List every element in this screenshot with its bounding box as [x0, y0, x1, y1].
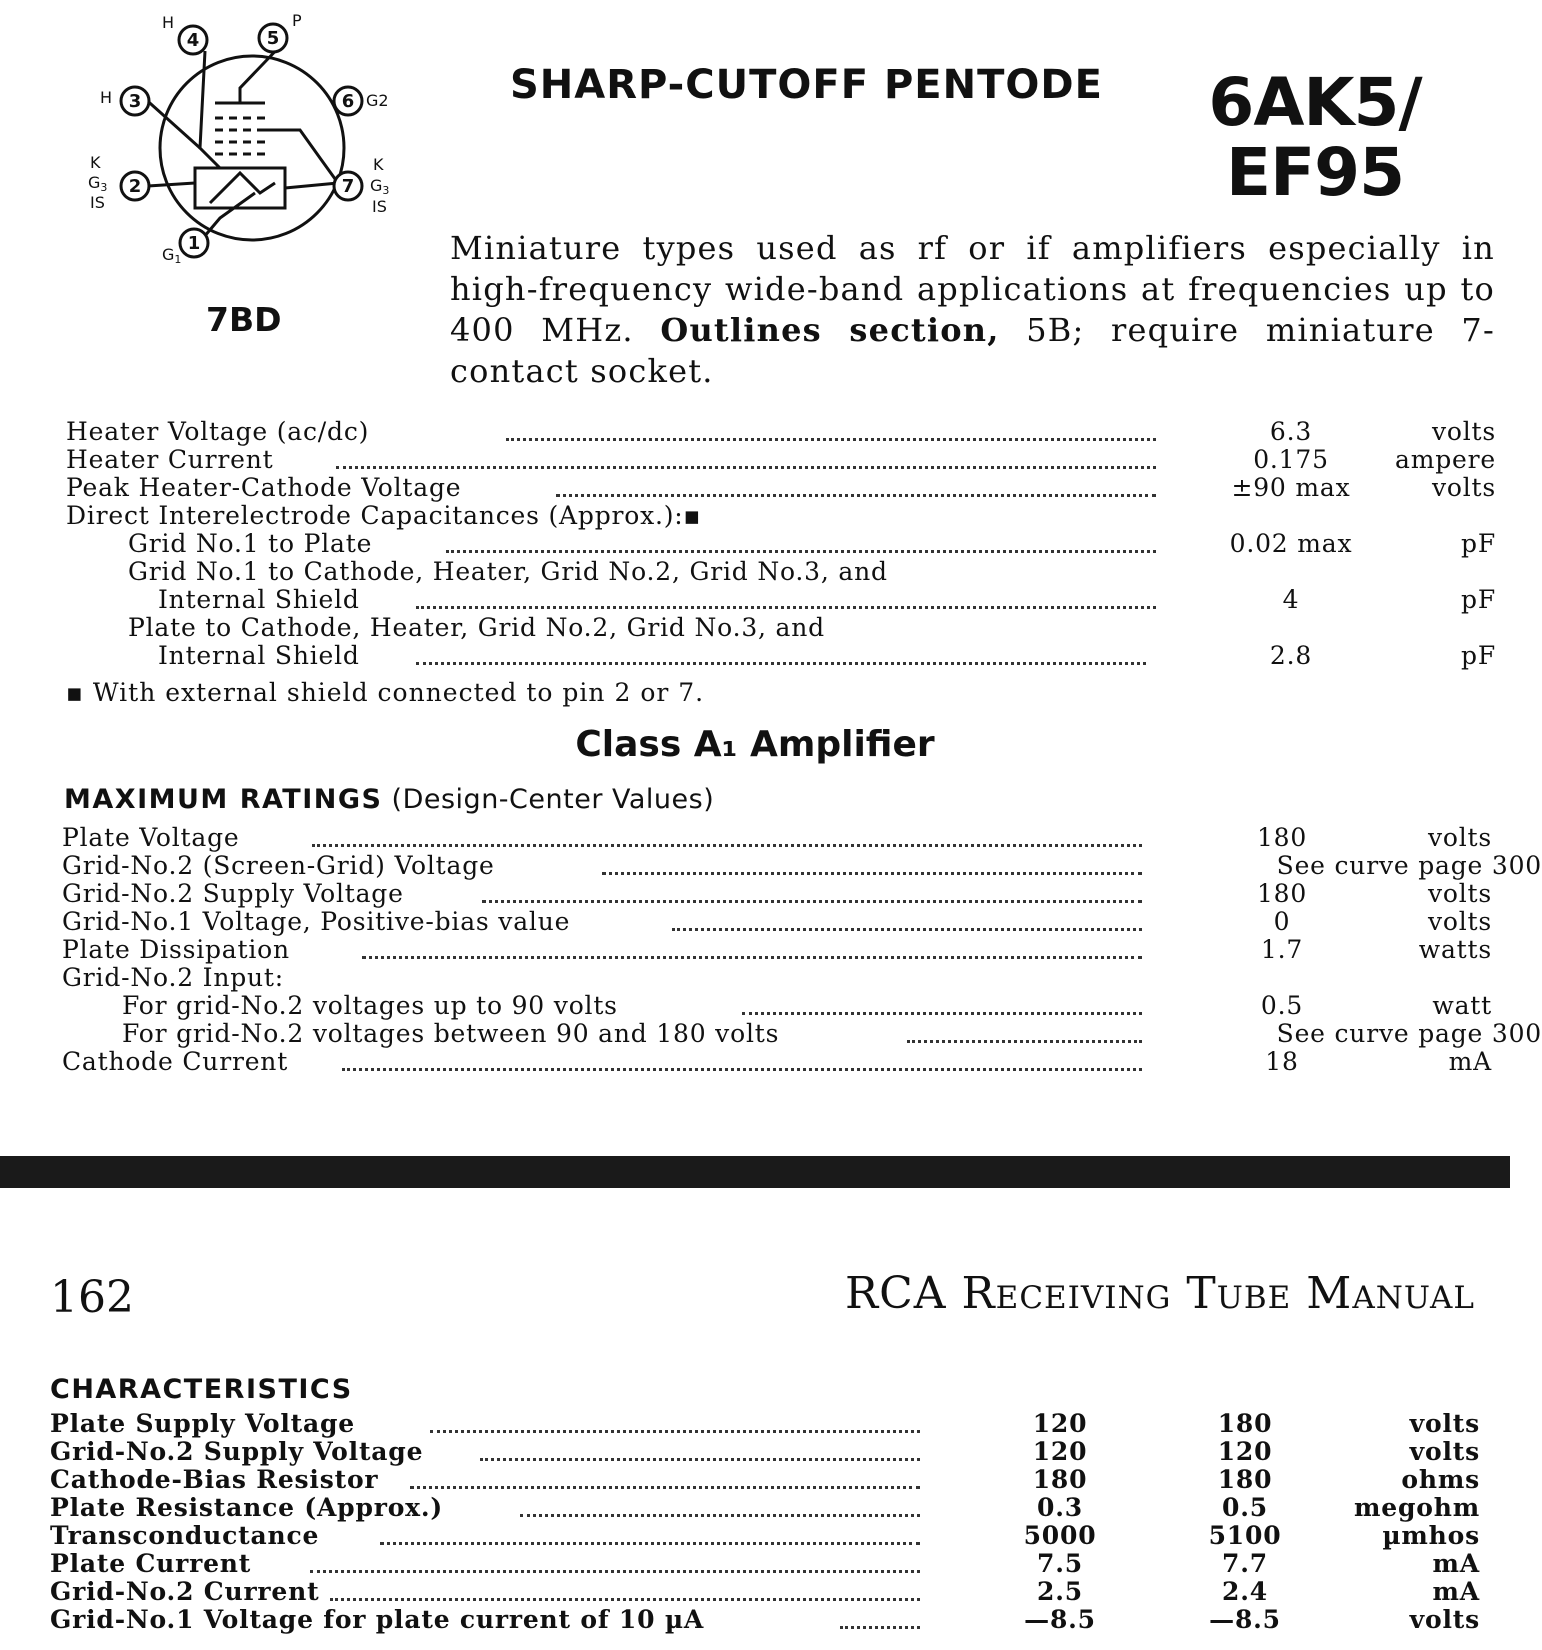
section-title: Class A₁ Amplifier	[575, 724, 935, 765]
pin-basing-diagram	[80, 8, 420, 288]
char-row	[50, 1410, 1480, 1438]
leader-dots	[482, 880, 1142, 903]
char-value-1: 2.5	[1037, 1577, 1083, 1606]
rating-value: 180	[1256, 879, 1308, 908]
char-label: Grid-No.2 Supply Voltage	[50, 1437, 424, 1466]
tube-description	[450, 228, 1495, 392]
leader-dots	[342, 1048, 1142, 1071]
pin-7-label-is: IS	[372, 197, 387, 216]
spec-row	[66, 502, 1496, 530]
rating-unit: volts	[1427, 907, 1492, 936]
leader-dots	[362, 936, 1142, 959]
rating-label: For grid-No.2 voltages between 90 and 180 volts	[122, 1019, 780, 1048]
char-row	[50, 1522, 1480, 1550]
pin-5-number: 5	[266, 28, 280, 49]
char-label: Plate Supply Voltage	[50, 1409, 355, 1438]
spec-row	[66, 446, 1496, 474]
char-value-1: —8.5	[1024, 1605, 1096, 1634]
cathode-lead	[285, 183, 338, 188]
heater-specs-table	[66, 418, 1496, 670]
leader-dots	[330, 1578, 920, 1601]
footnote: ▪ With external shield connected to pin 2 or 7.	[66, 678, 705, 707]
spec-label: Internal Shield	[158, 641, 360, 670]
spec-unit: pF	[1461, 641, 1496, 670]
spec-value: 6.3	[1269, 417, 1313, 446]
spec-unit: ampere	[1395, 445, 1496, 474]
characteristics-heading: CHARACTERISTICS	[50, 1374, 353, 1405]
char-row	[50, 1578, 1480, 1606]
char-label: Plate Current	[50, 1549, 252, 1578]
char-row	[50, 1606, 1480, 1634]
spec-label: Plate to Cathode, Heater, Grid No.2, Grid No.3, and	[128, 613, 825, 642]
pin-2-label-k: K	[90, 153, 101, 172]
leader-dots	[310, 1550, 920, 1573]
spec-row	[66, 586, 1496, 614]
spec-value: ±90 max	[1231, 473, 1351, 502]
tube-number-line1: 6AK5/	[1208, 64, 1422, 141]
rating-row	[62, 964, 1492, 992]
char-value-1: 120	[1032, 1437, 1088, 1466]
page-divider-bar	[0, 1156, 1510, 1188]
spec-unit: pF	[1461, 529, 1496, 558]
char-value-2: 5100	[1208, 1521, 1282, 1550]
pin-3-label: H	[100, 88, 113, 107]
description-part1: Miniature types used as rf or if amplifiers especially in high-frequency wide-band applications at frequencies up to 400 MHz.	[450, 229, 1495, 349]
rating-value: 1.7	[1260, 935, 1304, 964]
rating-unit: volts	[1427, 823, 1492, 852]
leader-dots	[430, 1410, 920, 1433]
rating-label: Grid-No.2 Supply Voltage	[62, 879, 404, 908]
pin-2-label-is: IS	[90, 193, 105, 212]
char-value-1: 5000	[1023, 1521, 1097, 1550]
char-unit: volts	[1409, 1437, 1480, 1466]
leader-dots	[907, 1020, 1142, 1043]
char-unit: mA	[1432, 1577, 1480, 1606]
ratings-heading-rest: (Design-Center Values)	[391, 784, 715, 815]
ratings-heading-bold: MAXIMUM RATINGS	[64, 784, 383, 815]
leader-dots	[742, 992, 1142, 1015]
rating-unit: watts	[1418, 935, 1492, 964]
char-label: Grid-No.1 Voltage for plate current of 10 µA	[50, 1605, 705, 1634]
rating-label: Grid-No.2 Input:	[62, 963, 285, 992]
spec-row	[66, 614, 1496, 642]
spec-label: Peak Heater-Cathode Voltage	[66, 473, 462, 502]
rating-row	[62, 992, 1492, 1020]
rating-row	[62, 908, 1492, 936]
char-row	[50, 1438, 1480, 1466]
spec-label: Direct Interelectrode Capacitances (Approx.):▪	[66, 501, 702, 530]
spec-unit: pF	[1461, 585, 1496, 614]
leader-dots	[672, 908, 1142, 931]
rating-unit: mA	[1448, 1047, 1492, 1076]
spec-label: Grid No.1 to Plate	[128, 529, 373, 558]
char-label: Grid-No.2 Current	[50, 1577, 320, 1606]
pin-2-label-g3: G3	[88, 173, 108, 194]
leader-dots	[416, 642, 1146, 665]
leader-dots	[336, 446, 1156, 469]
spec-value: 2.8	[1269, 641, 1313, 670]
rating-value: 18	[1265, 1047, 1299, 1076]
char-unit: mA	[1432, 1549, 1480, 1578]
rating-value: 0	[1273, 907, 1291, 936]
ratings-heading	[64, 784, 714, 815]
spec-row	[66, 418, 1496, 446]
rating-row	[62, 936, 1492, 964]
rating-label: Plate Voltage	[62, 823, 240, 852]
char-value-2: 120	[1217, 1437, 1273, 1466]
description-part3: 5B; require miniature 7-contact socket.	[450, 311, 1496, 390]
rating-row	[62, 851, 1542, 880]
leader-dots	[840, 1606, 920, 1629]
spec-row	[66, 474, 1496, 502]
char-row	[50, 1494, 1480, 1522]
char-value-1: 180	[1032, 1465, 1088, 1494]
rating-value: 180	[1256, 823, 1308, 852]
leader-dots	[602, 852, 1142, 875]
book-title: RCA Receiving Tube Manual	[845, 1268, 1475, 1319]
rating-unit: watt	[1432, 991, 1492, 1020]
char-label: Plate Resistance (Approx.)	[50, 1493, 444, 1522]
char-value-2: 180	[1217, 1465, 1273, 1494]
pin-6-label: G2	[366, 91, 389, 110]
max-ratings-table	[62, 823, 1542, 1076]
char-value-2: 0.5	[1222, 1493, 1268, 1522]
tube-number	[1190, 64, 1440, 211]
rating-unit: volts	[1427, 879, 1492, 908]
char-unit: megohm	[1354, 1493, 1480, 1522]
description-part2: Outlines section,	[660, 311, 1000, 349]
rating-value: 0.5	[1260, 991, 1304, 1020]
char-value-2: —8.5	[1209, 1605, 1281, 1634]
leader-dots	[520, 1494, 920, 1517]
page-number: 162	[50, 1272, 134, 1323]
spec-label: Internal Shield	[158, 585, 360, 614]
char-value-1: 0.3	[1037, 1493, 1083, 1522]
screen-grid-lead	[265, 130, 338, 183]
rating-value: See curve page 300	[1276, 1019, 1542, 1048]
char-value-1: 7.5	[1037, 1549, 1083, 1578]
rating-label: Plate Dissipation	[62, 935, 290, 964]
pin-7-number: 7	[341, 176, 355, 197]
rating-value: See curve page 300	[1276, 851, 1542, 880]
char-row	[50, 1550, 1480, 1578]
characteristics-table	[50, 1410, 1480, 1634]
spec-value: 0.175	[1253, 445, 1329, 474]
spec-value: 4	[1282, 585, 1300, 614]
spec-unit: volts	[1431, 417, 1496, 446]
char-value-2: 2.4	[1222, 1577, 1268, 1606]
tube-number-line2: EF95	[1225, 134, 1404, 211]
grid-elements	[215, 118, 265, 154]
pin-7-label-k: K	[373, 155, 384, 174]
rating-label: Grid-No.1 Voltage, Positive-bias value	[62, 907, 571, 936]
cathode-element	[210, 173, 275, 203]
pin-6-number: 6	[341, 91, 355, 112]
rating-label: Grid-No.2 (Screen-Grid) Voltage	[62, 851, 495, 880]
spec-row	[66, 558, 1496, 586]
char-unit: ohms	[1401, 1465, 1480, 1494]
leader-dots	[416, 586, 1156, 609]
leader-dots	[312, 824, 1142, 847]
char-value-2: 7.7	[1222, 1549, 1268, 1578]
pin-2-number: 2	[128, 176, 142, 197]
spec-row	[66, 530, 1496, 558]
spec-label: Heater Voltage (ac/dc)	[66, 417, 370, 446]
rating-row	[62, 1019, 1542, 1048]
pin-4-label: H	[162, 13, 175, 32]
leader-dots	[506, 418, 1156, 441]
tube-type-title: SHARP-CUTOFF PENTODE	[510, 62, 1103, 108]
pin-4-number: 4	[186, 30, 200, 51]
pin-5-label: P	[292, 11, 302, 30]
pin-1-number: 1	[187, 233, 201, 254]
spec-row	[66, 642, 1496, 670]
leader-dots	[380, 1522, 920, 1545]
char-row	[50, 1466, 1480, 1494]
char-unit: volts	[1409, 1605, 1480, 1634]
leader-dots	[480, 1438, 920, 1461]
heater-lead	[200, 51, 220, 168]
rating-label: Cathode Current	[62, 1047, 289, 1076]
rating-row	[62, 824, 1492, 852]
pin-1-label: G1	[162, 245, 182, 266]
cathode-lead	[148, 183, 195, 186]
rating-row	[62, 1048, 1492, 1076]
char-value-1: 120	[1032, 1409, 1088, 1438]
pin-3-number: 3	[128, 91, 142, 112]
base-circle	[160, 56, 344, 240]
char-label: Transconductance	[50, 1521, 320, 1550]
spec-value: 0.02 max	[1229, 529, 1353, 558]
rating-row	[62, 880, 1492, 908]
leader-dots	[446, 530, 1156, 553]
spec-label: Heater Current	[66, 445, 274, 474]
leader-dots	[556, 474, 1156, 497]
rating-label: For grid-No.2 voltages up to 90 volts	[122, 991, 618, 1020]
char-value-2: 180	[1217, 1409, 1273, 1438]
char-label: Cathode-Bias Resistor	[50, 1465, 379, 1494]
leader-dots	[410, 1466, 920, 1489]
pin-7-label-g3: G3	[370, 176, 390, 197]
spec-unit: volts	[1431, 473, 1496, 502]
char-unit: volts	[1409, 1409, 1480, 1438]
char-unit: µmhos	[1382, 1521, 1480, 1550]
basing-code: 7BD	[206, 300, 282, 339]
spec-label: Grid No.1 to Cathode, Heater, Grid No.2, Grid No.3, and	[128, 557, 888, 586]
